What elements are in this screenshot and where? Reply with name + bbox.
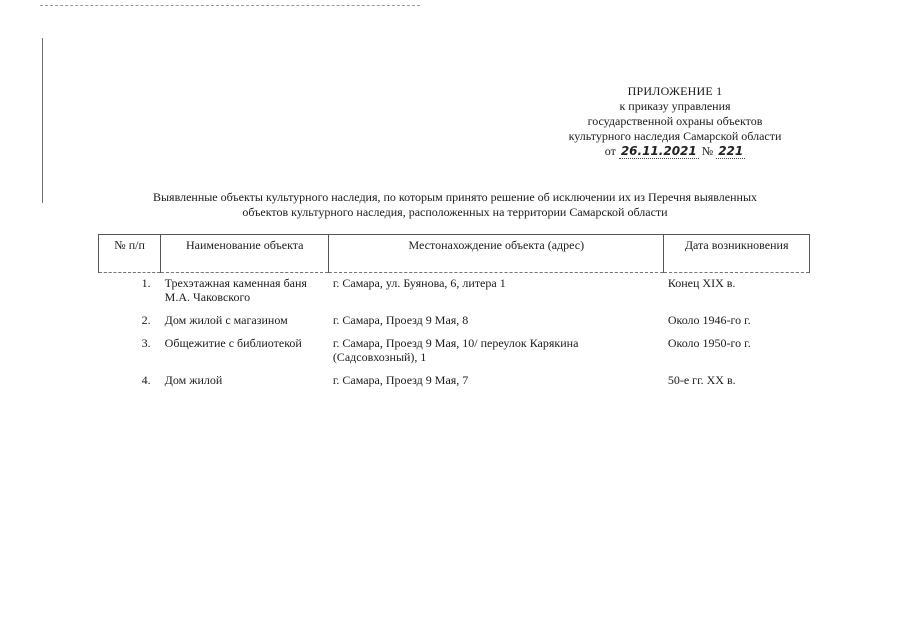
cell-name: Общежитие с библиотекой bbox=[164, 336, 302, 350]
header-name: Наименование объекта bbox=[161, 235, 329, 273]
cell-address: г. Самара, Проезд 9 Мая, 10/ переулок Карякина (Садсовхозный), 1 bbox=[332, 336, 579, 364]
cell-number: 3. bbox=[141, 336, 151, 350]
cell-date: Около 1950-го г. bbox=[667, 336, 751, 350]
appendix-title: ПРИЛОЖЕНИЕ 1 bbox=[627, 84, 723, 98]
cell-address: г. Самара, Проезд 9 Мая, 7 bbox=[332, 373, 469, 387]
document-title-line-1: Выявленные объекты культурного наследия, по которым принято решение об исключении их из Перечня выявленных bbox=[152, 190, 758, 204]
cell-name: Дом жилой с магазином bbox=[164, 313, 288, 327]
appendix-line-3: культурного наследия Самарской области bbox=[568, 129, 782, 143]
table-row bbox=[99, 273, 810, 311]
appendix-date-line bbox=[605, 144, 746, 159]
document-title-line-2: объектов культурного наследия, расположенных на территории Самарской области bbox=[242, 205, 668, 219]
header-number: № п/п bbox=[99, 235, 161, 273]
header-address: Местонахождение объекта (адрес) bbox=[329, 235, 664, 273]
cell-date: Конец XIX в. bbox=[667, 276, 736, 290]
document-title bbox=[95, 190, 815, 220]
table-row bbox=[99, 333, 810, 370]
scan-artifact-side-line bbox=[42, 38, 43, 203]
cell-number: 4. bbox=[141, 373, 151, 387]
appendix-line-1: к приказу управления bbox=[619, 99, 731, 113]
cell-date: 50-е гг. XX в. bbox=[667, 373, 736, 387]
cell-number: 1. bbox=[141, 276, 151, 290]
cell-name: Дом жилой bbox=[164, 373, 223, 387]
cell-date: Около 1946-го г. bbox=[667, 313, 751, 327]
table-row bbox=[99, 370, 810, 393]
cell-number: 2. bbox=[141, 313, 151, 327]
scan-artifact-top-line bbox=[40, 5, 420, 6]
appendix-line-2: государственной охраны объектов bbox=[587, 114, 763, 128]
table-row bbox=[99, 310, 810, 333]
header-date: Дата возникновения bbox=[664, 235, 810, 273]
handwritten-date: 26.11.2021 bbox=[620, 144, 697, 158]
cell-name: Трехэтажная каменная баня М.А. Чаковского bbox=[164, 276, 307, 304]
objects-table bbox=[98, 234, 810, 393]
cell-address: г. Самара, Проезд 9 Мая, 8 bbox=[332, 313, 469, 327]
number-prefix: № bbox=[701, 144, 714, 158]
cell-address: г. Самара, ул. Буянова, 6, литера 1 bbox=[332, 276, 506, 290]
table-header-row bbox=[99, 235, 810, 273]
handwritten-number: 221 bbox=[718, 144, 744, 158]
appendix-header bbox=[480, 84, 870, 159]
date-prefix: от bbox=[604, 144, 616, 158]
